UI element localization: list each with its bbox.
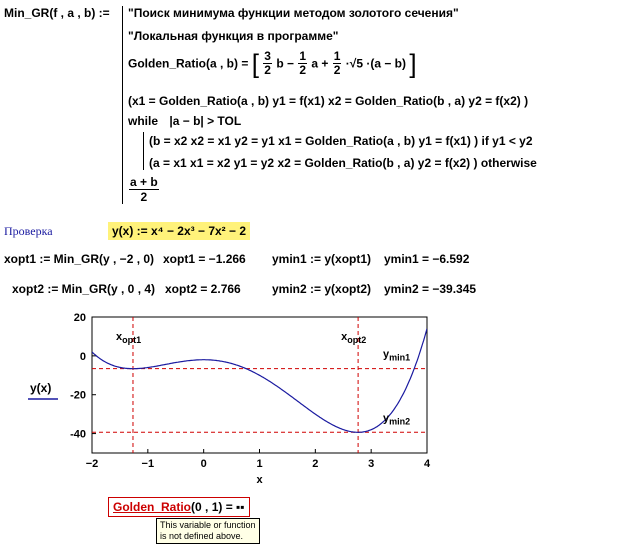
y-tick-label: -40 xyxy=(70,428,86,441)
xopt1-label: $x_{opt1}$ xyxy=(115,331,142,345)
y-tick-label: -20 xyxy=(70,389,86,402)
ret-den: 2 xyxy=(140,190,148,204)
comment-line-1[interactable]: "Поиск минимума функции методом золотого сечения" xyxy=(128,6,459,20)
comment-line-2[interactable]: "Локальная функция в программе" xyxy=(128,29,339,43)
while-loop[interactable] xyxy=(128,114,241,128)
function-signature[interactable]: Min_GR(f , a , b) := xyxy=(4,6,110,20)
x-tick-label: −1 xyxy=(141,458,155,470)
tooltip-line-1: This variable or function xyxy=(160,520,256,530)
ymin2-label: $y_{min2}$ xyxy=(383,412,411,427)
undefined-function-args: (0 , 1) = ▪▪ xyxy=(191,500,245,514)
gr-t2-var: a + xyxy=(311,56,329,71)
gr-t1-var: b − xyxy=(276,56,294,71)
gr-t2-num: 1 xyxy=(299,49,307,63)
gr-t3-rest: ·√5 ·(a − b) xyxy=(345,56,407,71)
return-expression[interactable] xyxy=(128,175,160,204)
gr-t2-den: 2 xyxy=(299,63,307,77)
while-keyword: while xyxy=(128,114,159,128)
gr-t1-num: 3 xyxy=(264,49,271,63)
x-axis-label: x xyxy=(256,474,263,486)
ymin2-value[interactable]: ymin2 = −39.345 xyxy=(384,282,477,296)
ymin2-definition[interactable]: ymin2 := y(xopt2) xyxy=(272,282,372,296)
golden-ratio-definition[interactable]: Golden_Ratio(a , b) = [ $\frac{3}{2}$ b − $\frac{1}{2}$ a + $\frac{1}{2}$ ·√5 ·(a − b) ] xyxy=(128,48,417,79)
gr-lhs: Golden_Ratio(a , b) = xyxy=(128,56,249,71)
ymin1-label: $y_{min1}$ xyxy=(383,348,411,363)
xopt2-value[interactable]: xopt2 = 2.766 xyxy=(165,282,241,296)
y-tick-label: 0 xyxy=(79,350,86,363)
x-tick-label: 0 xyxy=(200,458,207,470)
function-plot[interactable] xyxy=(0,305,440,495)
undefined-function-name[interactable]: Golden_Ratio xyxy=(113,500,192,514)
error-tooltip xyxy=(156,518,260,544)
function-definition[interactable]: y(x) := x⁴ − 2x³ − 7x² − 2 xyxy=(108,222,250,240)
check-label: Проверка xyxy=(4,224,53,238)
ymin1-definition[interactable]: ymin1 := y(xopt1) xyxy=(272,252,372,266)
xopt1-value[interactable]: xopt1 = −1.266 xyxy=(163,252,246,266)
otherwise-branch[interactable]: (a = x1 x1 = x2 y1 = y2 x2 = Golden_Ratio(b , a) y2 = f(x2) ) otherwise xyxy=(149,156,537,170)
tooltip-line-2: is not defined above. xyxy=(160,531,244,541)
x-tick-label: −2 xyxy=(85,458,99,470)
xopt2-label: $x_{opt2}$ xyxy=(341,331,367,345)
y-axis-label: y(x) xyxy=(30,381,52,395)
while-bracket xyxy=(143,132,144,170)
gr-t3-den: 2 xyxy=(333,63,341,77)
gr-t1-den: 2 xyxy=(264,63,271,77)
while-condition: |a − b| > TOL xyxy=(169,114,242,128)
ret-num: a + b xyxy=(130,175,158,189)
x-tick-label: 3 xyxy=(368,458,375,470)
xopt1-definition[interactable]: xopt1 := Min_GR(y , −2 , 0) xyxy=(4,252,155,266)
program-bracket xyxy=(122,6,123,204)
ymin1-value[interactable]: ymin1 = −6.592 xyxy=(384,252,470,266)
gr-t3-num: 1 xyxy=(333,49,341,63)
init-line[interactable]: (x1 = Golden_Ratio(a , b) y1 = f(x1) x2 = Golden_Ratio(b , a) y2 = f(x2) ) xyxy=(128,94,529,108)
if-branch[interactable]: (b = x2 x2 = x1 y2 = y1 x1 = Golden_Ratio(a , b) y1 = f(x1) ) if y1 < y2 xyxy=(149,134,533,148)
x-tick-label: 1 xyxy=(256,458,263,470)
x-tick-label: 4 xyxy=(423,458,431,470)
xopt2-definition[interactable]: xopt2 := Min_GR(y , 0 , 4) xyxy=(12,282,156,296)
x-tick-label: 2 xyxy=(312,458,319,470)
undefined-function-eval[interactable] xyxy=(108,497,250,517)
y-tick-label: 20 xyxy=(73,312,86,324)
